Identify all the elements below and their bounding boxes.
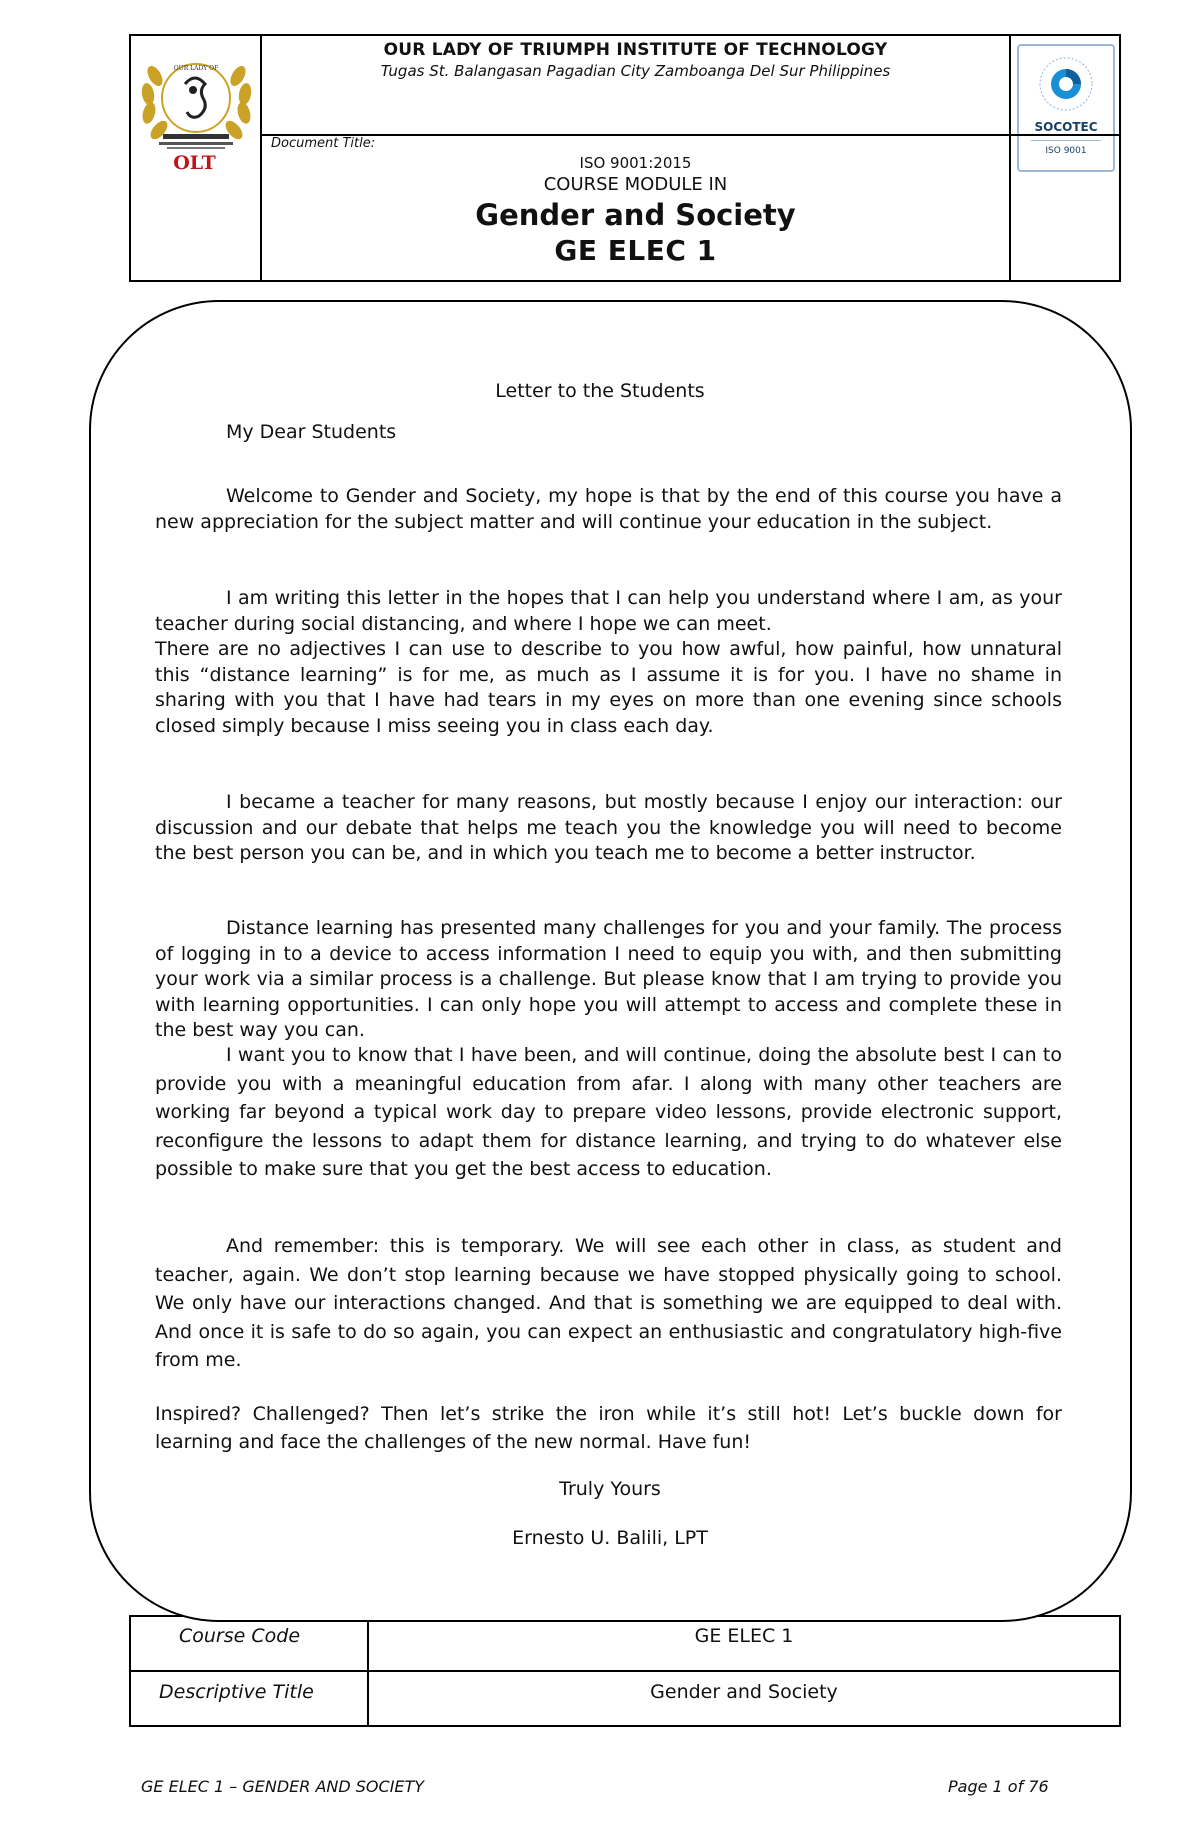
iso-standard: ISO 9001:2015 (579, 154, 692, 172)
certification-badge (1017, 44, 1115, 172)
table-row-divider (131, 1670, 1119, 1672)
table-row-label-descriptive-title: Descriptive Title (159, 1681, 314, 1703)
school-logo-text: OLT (173, 152, 216, 174)
letter-paragraph: I want you to know that I have been, and will continue, doing the absolute best I can to provide you with a meaningful education from afar. I along with many other teachers are working far beyond a typical work day to prepare video lessons, provide electronic support, reconfigure the lessons to adapt them for distance learning, and trying to do whatever else possible to make sure that you get the best access to education. (155, 1044, 1062, 1180)
module-line: COURSE MODULE IN (543, 174, 728, 195)
letter-paragraph: Welcome to Gender and Society, my hope is that by the end of this course you have a new appreciation for the subject matter and will continue your education in the subject. (155, 485, 1062, 533)
header-main (262, 36, 1009, 280)
certification-cell (1009, 36, 1119, 280)
table-row-value-course-code: GE ELEC 1 (694, 1625, 794, 1647)
letter-paragraph: I became a teacher for many reasons, but mostly because I enjoy our interaction: our discussion and our debate that helps me teach you the knowledge you will need to become the best person you can be, and in which you teach me to become a better instructor. (155, 791, 1062, 864)
letter-paragraph: Distance learning has presented many challenges for you and your family. The process of logging in to a device to access information I need to equip you with, and then submitting your work via a similar process is a challenge. But please know that I am trying to provide you with learning opportunities. I can only hope you will attempt to access and complete these in the best way you can. (155, 917, 1062, 1041)
letter-title: Letter to the Students (495, 380, 705, 402)
svg-text:OUR LADY OF: OUR LADY OF (173, 65, 219, 72)
letter-paragraph: Inspired? Challenged? Then let’s strike the iron while it’s still hot! Let’s buckle down for learning and face the challenges of the new normal. Have fun! (155, 1403, 1062, 1453)
school-name: OUR LADY OF TRIUMPH INSTITUTE OF TECHNOLOGY (383, 40, 888, 60)
table-row-label-course-code: Course Code (179, 1625, 301, 1647)
header-divider (262, 134, 1121, 136)
table-row-value-descriptive-title: Gender and Society (650, 1681, 838, 1703)
letter-paragraph: And remember: this is temporary. We will see each other in class, as student and teacher, again. We don’t stop learning because we have stopped physically going to school. We only have our interactions changed. And that is something we are equipped to deal with. And once it is safe to do so again, you can expect an enthusiastic and congratulatory high-five from me. (155, 1235, 1062, 1371)
socotec-logo-icon (1019, 50, 1113, 120)
letter-salutation: My Dear Students (226, 421, 397, 443)
letter-signature: Ernesto U. Balili, LPT (512, 1527, 708, 1549)
letter-paragraph: I am writing this letter in the hopes that I can help you understand where I am, as your teacher during social distancing, and where I hope we can meet. (155, 587, 1062, 635)
letter-paragraph: There are no adjectives I can use to describe to you how awful, how painful, how unnatural this “distance learning” is for me, as much as I assume it is for you. I have no shame in sharing with you that I have had tears in my eyes on more than one evening since schools closed simply because I miss seeing you in class each day. (155, 638, 1062, 737)
document-title-label: Document Title: (271, 136, 376, 151)
cert-divider (1031, 140, 1101, 141)
document-header (129, 34, 1121, 282)
letter-closing: Truly Yours (559, 1478, 661, 1500)
subject-code: GE ELEC 1 (554, 234, 717, 267)
cert-brand: SOCOTEC (1034, 120, 1098, 134)
course-info-table (129, 1615, 1121, 1727)
school-address: Tugas St. Balangasan Pagadian City Zamboanga Del Sur Philippines (380, 62, 891, 80)
subject-title: Gender and Society (475, 198, 796, 232)
cert-standard: ISO 9001 (1045, 146, 1087, 156)
school-logo-cell (131, 36, 262, 280)
footer-left: GE ELEC 1 – GENDER AND SOCIETY (141, 1777, 425, 1796)
page-number: Page 1 of 76 (948, 1777, 1049, 1796)
